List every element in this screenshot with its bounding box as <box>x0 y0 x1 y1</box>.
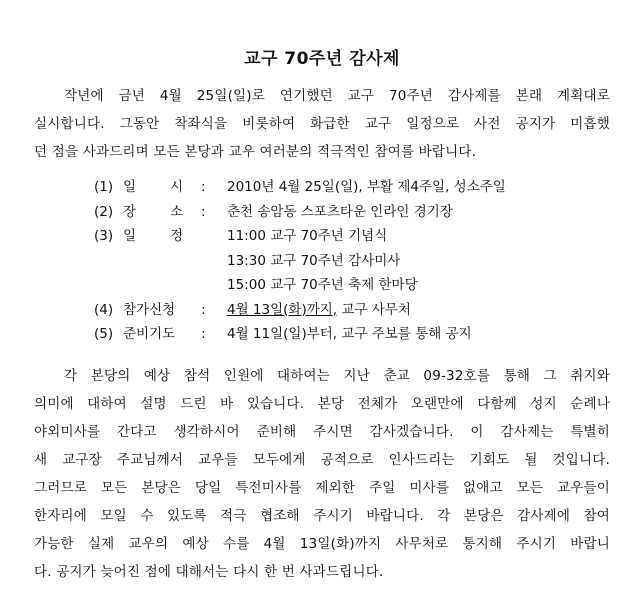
item-colon: : <box>201 326 206 342</box>
body-line-1: 각 본당의 예상 참석 인원에 대하여는 지난 춘교 09-32호를 통해 그 취지와 <box>64 368 610 384</box>
item-value: 4월 13일(화)까지, 교구 사무처 <box>227 301 411 318</box>
body-paragraph <box>34 362 610 586</box>
body-line-3: 야외미사를 간다고 생각하시어 준비해 주시면 감사겠습니다. 이 감사제는 특별히 <box>34 424 610 440</box>
item-label: 장 소 <box>123 203 183 220</box>
item-number: (2) <box>94 203 114 220</box>
detail-row-datetime <box>94 175 506 200</box>
schedule-sub-row-2 <box>94 273 506 298</box>
item-colon: : <box>201 203 206 220</box>
item-value: 11:00 교구 70주년 기념식 <box>227 228 388 244</box>
item-value: 2010년 4월 25일(일), 부활 제4주일, 성소주일 <box>227 179 506 195</box>
item-number: (4) <box>94 301 114 318</box>
item-value: 4월 11일(일)부터, 교구 주보를 통해 공지 <box>227 326 472 342</box>
detail-row-prayer <box>94 322 506 347</box>
item-number: (1) <box>94 179 114 195</box>
item-number: (3) <box>94 228 114 244</box>
registration-deadline: 4월 13일(화)까지, <box>227 301 338 318</box>
item-label: 참가신청 <box>123 301 176 318</box>
detail-row-location <box>94 200 506 225</box>
body-line-6: 한자리에 모일 수 있도록 적극 협조해 주시기 바랍니다. 각 본당은 감사제에 참여 <box>34 508 610 524</box>
item-number: (5) <box>94 326 114 342</box>
detail-row-schedule <box>94 224 506 249</box>
item-label: 일 정 <box>123 228 183 244</box>
event-details-list <box>94 175 506 347</box>
body-line-8: 다. 공지가 늦어진 점에 대해서는 다시 한 번 사과드립니다. <box>34 564 384 580</box>
item-value: 춘천 송암동 스포츠타운 인라인 경기장 <box>227 203 453 220</box>
item-label: 일 시 <box>123 179 183 195</box>
body-line-5: 그러므로 모든 본당은 당일 특전미사를 제외한 주일 미사를 없애고 모든 교우들이 <box>34 480 610 496</box>
item-colon: : <box>201 301 206 318</box>
body-line-7: 가능한 실제 교우의 예상 수를 4월 13일(화)까지 사무처로 통지해 주시기 바랍니 <box>34 536 610 552</box>
detail-row-registration <box>94 298 506 323</box>
schedule-entry: 13:30 교구 70주년 감사미사 <box>227 252 401 269</box>
intro-line-2: 실시합니다. 그동안 착좌식을 비롯하여 화급한 교구 일정으로 사전 공지가 미흡했 <box>34 116 610 132</box>
item-colon: : <box>201 179 206 195</box>
body-line-4: 새 교구장 주교님께서 교우들 모두에게 공적으로 인사드리는 기회도 될 것입니다. <box>34 452 610 468</box>
item-colon <box>201 224 227 249</box>
intro-line-1: 작년에 금년 4월 25일(일)로 연기했던 교구 70주년 감사제를 본래 계획대로 <box>64 88 610 104</box>
document-title: 교구 70주년 감사제 <box>244 49 400 69</box>
item-label: 준비기도 <box>123 326 176 342</box>
intro-paragraph <box>34 82 610 166</box>
body-line-2: 의미에 대하여 설명 드린 바 있습니다. 본당 전체가 오랜만에 다함께 성지 순례나 <box>34 396 610 412</box>
schedule-sub-row-1 <box>94 249 506 274</box>
intro-line-3: 던 점을 사과드리며 모든 본당과 교우 여러분의 적극적인 참여를 바랍니다. <box>34 144 477 160</box>
schedule-entry: 15:00 교구 70주년 축제 한마당 <box>227 277 418 293</box>
